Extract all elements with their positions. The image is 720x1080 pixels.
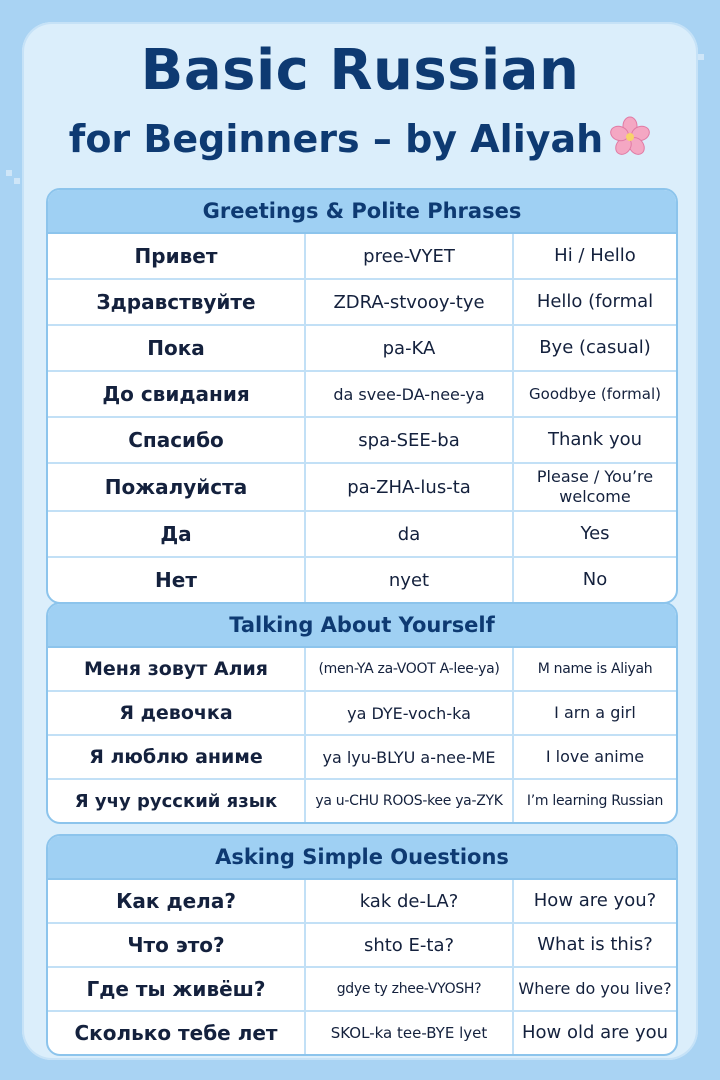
table-row bbox=[48, 280, 676, 326]
table-row bbox=[48, 780, 676, 822]
table-row bbox=[48, 924, 676, 968]
table-row bbox=[48, 418, 676, 464]
pronunciation-cell: da bbox=[306, 512, 514, 556]
subtitle-text: for Beginners – by Aliyah bbox=[68, 117, 604, 161]
table-row bbox=[48, 968, 676, 1012]
english-cell: I arn a girl bbox=[554, 703, 636, 722]
section-greetings bbox=[46, 188, 678, 604]
russian-cell: До свидания bbox=[48, 372, 306, 416]
russian-cell: Да bbox=[48, 512, 306, 556]
english-cell: How old are you bbox=[521, 1022, 669, 1043]
english-cell: Yes bbox=[580, 523, 610, 544]
english-cell: Please / You’re welcome bbox=[536, 467, 654, 506]
section-simple-questions bbox=[46, 834, 678, 1056]
cherry-blossom-icon bbox=[609, 116, 651, 167]
table-row bbox=[48, 512, 676, 558]
english-cell: No bbox=[582, 569, 608, 590]
pronunciation-cell: kak de-LA? bbox=[306, 880, 514, 922]
table-row bbox=[48, 736, 676, 780]
pronunciation-cell: pa-ZHA-lus-ta bbox=[306, 464, 514, 510]
english-cell: Where do you live? bbox=[518, 979, 672, 998]
section-header: Asking Simple Ouestions bbox=[48, 836, 676, 880]
pronunciation-cell: gdye ty zhee-VYOSH? bbox=[306, 968, 514, 1010]
russian-cell: Что это? bbox=[48, 924, 306, 966]
russian-cell: Я девочка bbox=[48, 692, 306, 734]
pronunciation-cell: shto E-ta? bbox=[306, 924, 514, 966]
russian-cell: Спасибо bbox=[48, 418, 306, 462]
section-about-yourself bbox=[46, 602, 678, 824]
english-cell: M name is Aliyah bbox=[537, 661, 653, 677]
pronunciation-cell: ZDRA-stvooy-tye bbox=[306, 280, 514, 324]
russian-cell: Здравствуйте bbox=[48, 280, 306, 324]
table-row bbox=[48, 234, 676, 280]
pronunciation-cell: ya DYE-voch-ka bbox=[306, 692, 514, 734]
table-row bbox=[48, 372, 676, 418]
english-cell: I’m learning Russian bbox=[526, 793, 664, 809]
pronunciation-cell: ya u-CHU ROOS-kee ya-ZYK bbox=[306, 780, 514, 822]
english-cell: How are you? bbox=[533, 890, 657, 911]
russian-cell: Нет bbox=[48, 558, 306, 602]
russian-cell: Как дела? bbox=[48, 880, 306, 922]
russian-cell: Пожалуйста bbox=[48, 464, 306, 510]
decorative-dot bbox=[6, 170, 12, 176]
table-row bbox=[48, 558, 676, 602]
pronunciation-cell: pree-VYET bbox=[306, 234, 514, 278]
english-cell: Thank you bbox=[547, 429, 643, 450]
pronunciation-cell: spa-SEE-ba bbox=[306, 418, 514, 462]
section-header: Talking About Yourself bbox=[48, 604, 676, 648]
table-row bbox=[48, 648, 676, 692]
pronunciation-cell: ya lyu-BLYU a-nee-ME bbox=[306, 736, 514, 778]
english-cell: Hello (formal bbox=[536, 291, 654, 312]
pronunciation-cell: (men-YA za-VOOT A-lee-ya) bbox=[306, 648, 514, 690]
english-cell: What is this? bbox=[537, 934, 653, 955]
page-subtitle bbox=[0, 116, 720, 167]
table-row bbox=[48, 692, 676, 736]
table-row bbox=[48, 1012, 676, 1054]
pronunciation-cell: pa-KA bbox=[306, 326, 514, 370]
table-row bbox=[48, 880, 676, 924]
english-cell: Hi / Hello bbox=[554, 245, 636, 266]
russian-cell: Сколько тебе лет bbox=[48, 1012, 306, 1054]
pronunciation-cell: SKOL-ka tee-BYE lyet bbox=[306, 1012, 514, 1054]
russian-cell: Я люблю аниме bbox=[48, 736, 306, 778]
english-cell: Bye (casual) bbox=[539, 337, 651, 358]
table-row bbox=[48, 464, 676, 512]
page-title: Basic Russian bbox=[140, 38, 580, 103]
russian-cell: Я учу русский язык bbox=[48, 780, 306, 822]
english-cell: I love anime bbox=[545, 747, 645, 766]
decorative-dot bbox=[14, 178, 20, 184]
pronunciation-cell: nyet bbox=[306, 558, 514, 602]
russian-cell: Привет bbox=[48, 234, 306, 278]
section-header: Greetings & Polite Phrases bbox=[48, 190, 676, 234]
russian-cell: Пока bbox=[48, 326, 306, 370]
english-cell: Goodbye (formal) bbox=[529, 385, 661, 403]
russian-cell: Где ты живёш? bbox=[48, 968, 306, 1010]
pronunciation-cell: da svee-DA-nee-ya bbox=[306, 372, 514, 416]
russian-cell: Меня зовут Алия bbox=[48, 648, 306, 690]
table-row bbox=[48, 326, 676, 372]
